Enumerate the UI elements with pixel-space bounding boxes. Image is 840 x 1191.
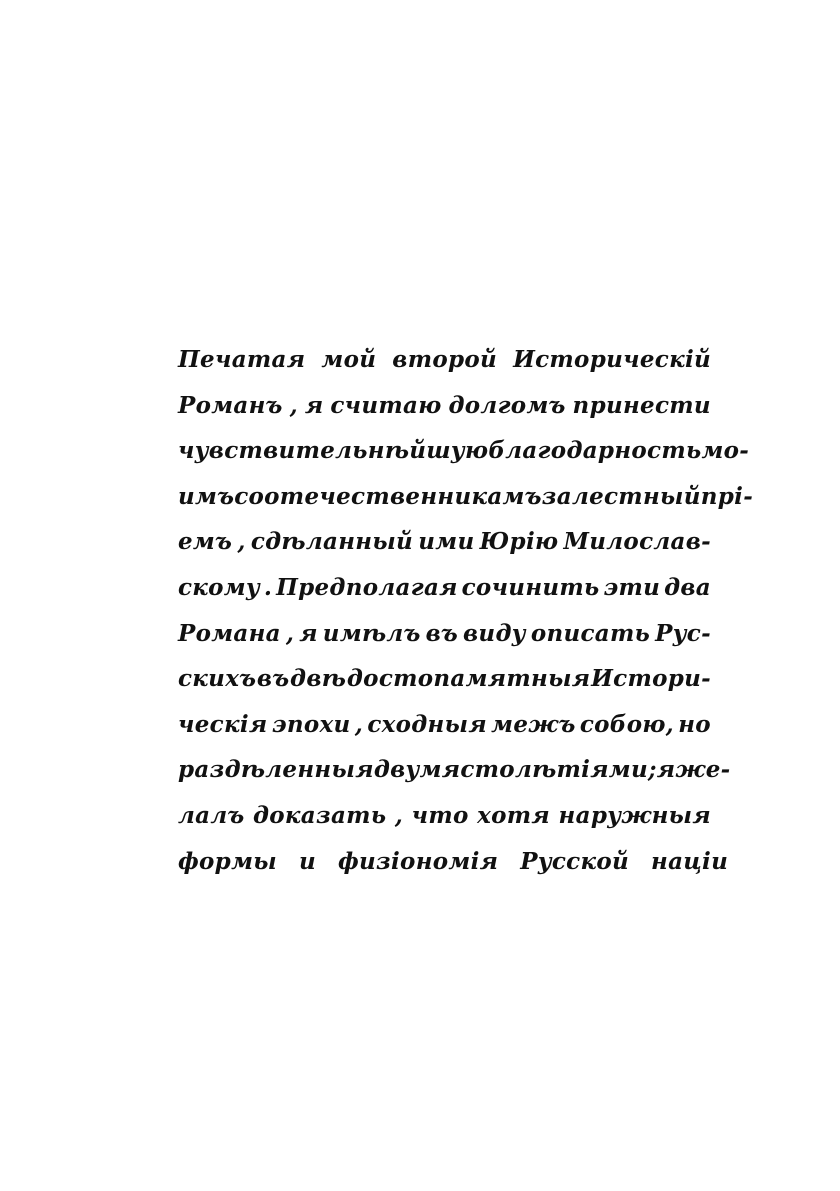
word: Историческій [513,346,711,373]
text-line [178,665,711,711]
word: Рус- [655,619,711,647]
word: принести [572,391,711,419]
word: мо- [701,437,750,465]
text-line [178,437,750,483]
word: наружныя [558,801,711,829]
word: что [411,801,469,829]
word: имъ [178,482,235,510]
word: но [678,710,711,738]
word: Юрію [479,528,559,556]
word: физіономія [337,847,499,875]
word: же- [675,756,731,784]
text-line [178,847,729,894]
text-line [178,482,754,529]
word: емъ [178,528,233,556]
word: , [354,710,364,738]
word: я [299,619,318,647]
word: въ [256,665,290,693]
word: сдѣланный [250,528,414,556]
word: ческія [178,710,268,738]
word: столѣтіями [460,756,648,784]
word: Милослав- [563,528,711,556]
word: лестный [571,482,701,510]
word: межъ [491,710,576,738]
word: Истори- [591,665,711,693]
word: Русской [520,847,630,875]
word: сходныя [367,710,487,738]
word: собою, [579,710,674,738]
word: формы [178,847,277,875]
word: я [656,756,676,784]
word: эти [603,573,661,601]
word: Романъ [178,391,283,419]
word: раздѣленныя [178,756,374,784]
word: ; [648,756,657,784]
body-paragraph [178,346,754,893]
word: скому [178,573,261,601]
word: достопамятныя [346,665,591,693]
word: два [664,573,711,601]
word: . [263,573,273,601]
word: двѣ [290,665,347,693]
word: хотя [477,801,551,829]
word: націи [651,847,729,875]
word: , [394,801,404,829]
word: чувствительнѣйшую [178,437,489,465]
word: въ [425,619,459,647]
word: сочинить [461,573,600,601]
word: прі- [700,482,754,510]
word: двумя [373,756,461,784]
word: ими [418,528,475,556]
text-line [178,346,711,392]
word: лалъ [178,801,245,829]
word: за [541,482,572,510]
word: считаю [330,391,442,419]
word: я [304,391,324,419]
word: , [237,528,246,556]
text-line [178,802,711,848]
word: виду [463,619,526,647]
word: Предполагая [276,573,458,601]
word: Печатая [178,346,306,373]
word: доказать [253,801,387,829]
word: описать [530,619,651,647]
word: , [289,391,298,419]
text-line [178,711,711,757]
word: Романа [178,619,281,647]
word: соотечественникамъ [234,482,542,510]
word: второй [392,346,498,373]
word: благодарность [488,437,702,465]
word: мой [321,346,377,373]
text-line [178,574,711,620]
word: скихъ [178,665,257,693]
text-line [178,756,731,802]
word: имѣлъ [322,619,421,647]
text-line [178,620,711,666]
text-line [178,528,711,574]
text-line [178,392,711,438]
word: эпохи [271,710,351,738]
word: и [298,847,316,875]
word: , [285,619,295,647]
word: долгомъ [448,391,566,419]
